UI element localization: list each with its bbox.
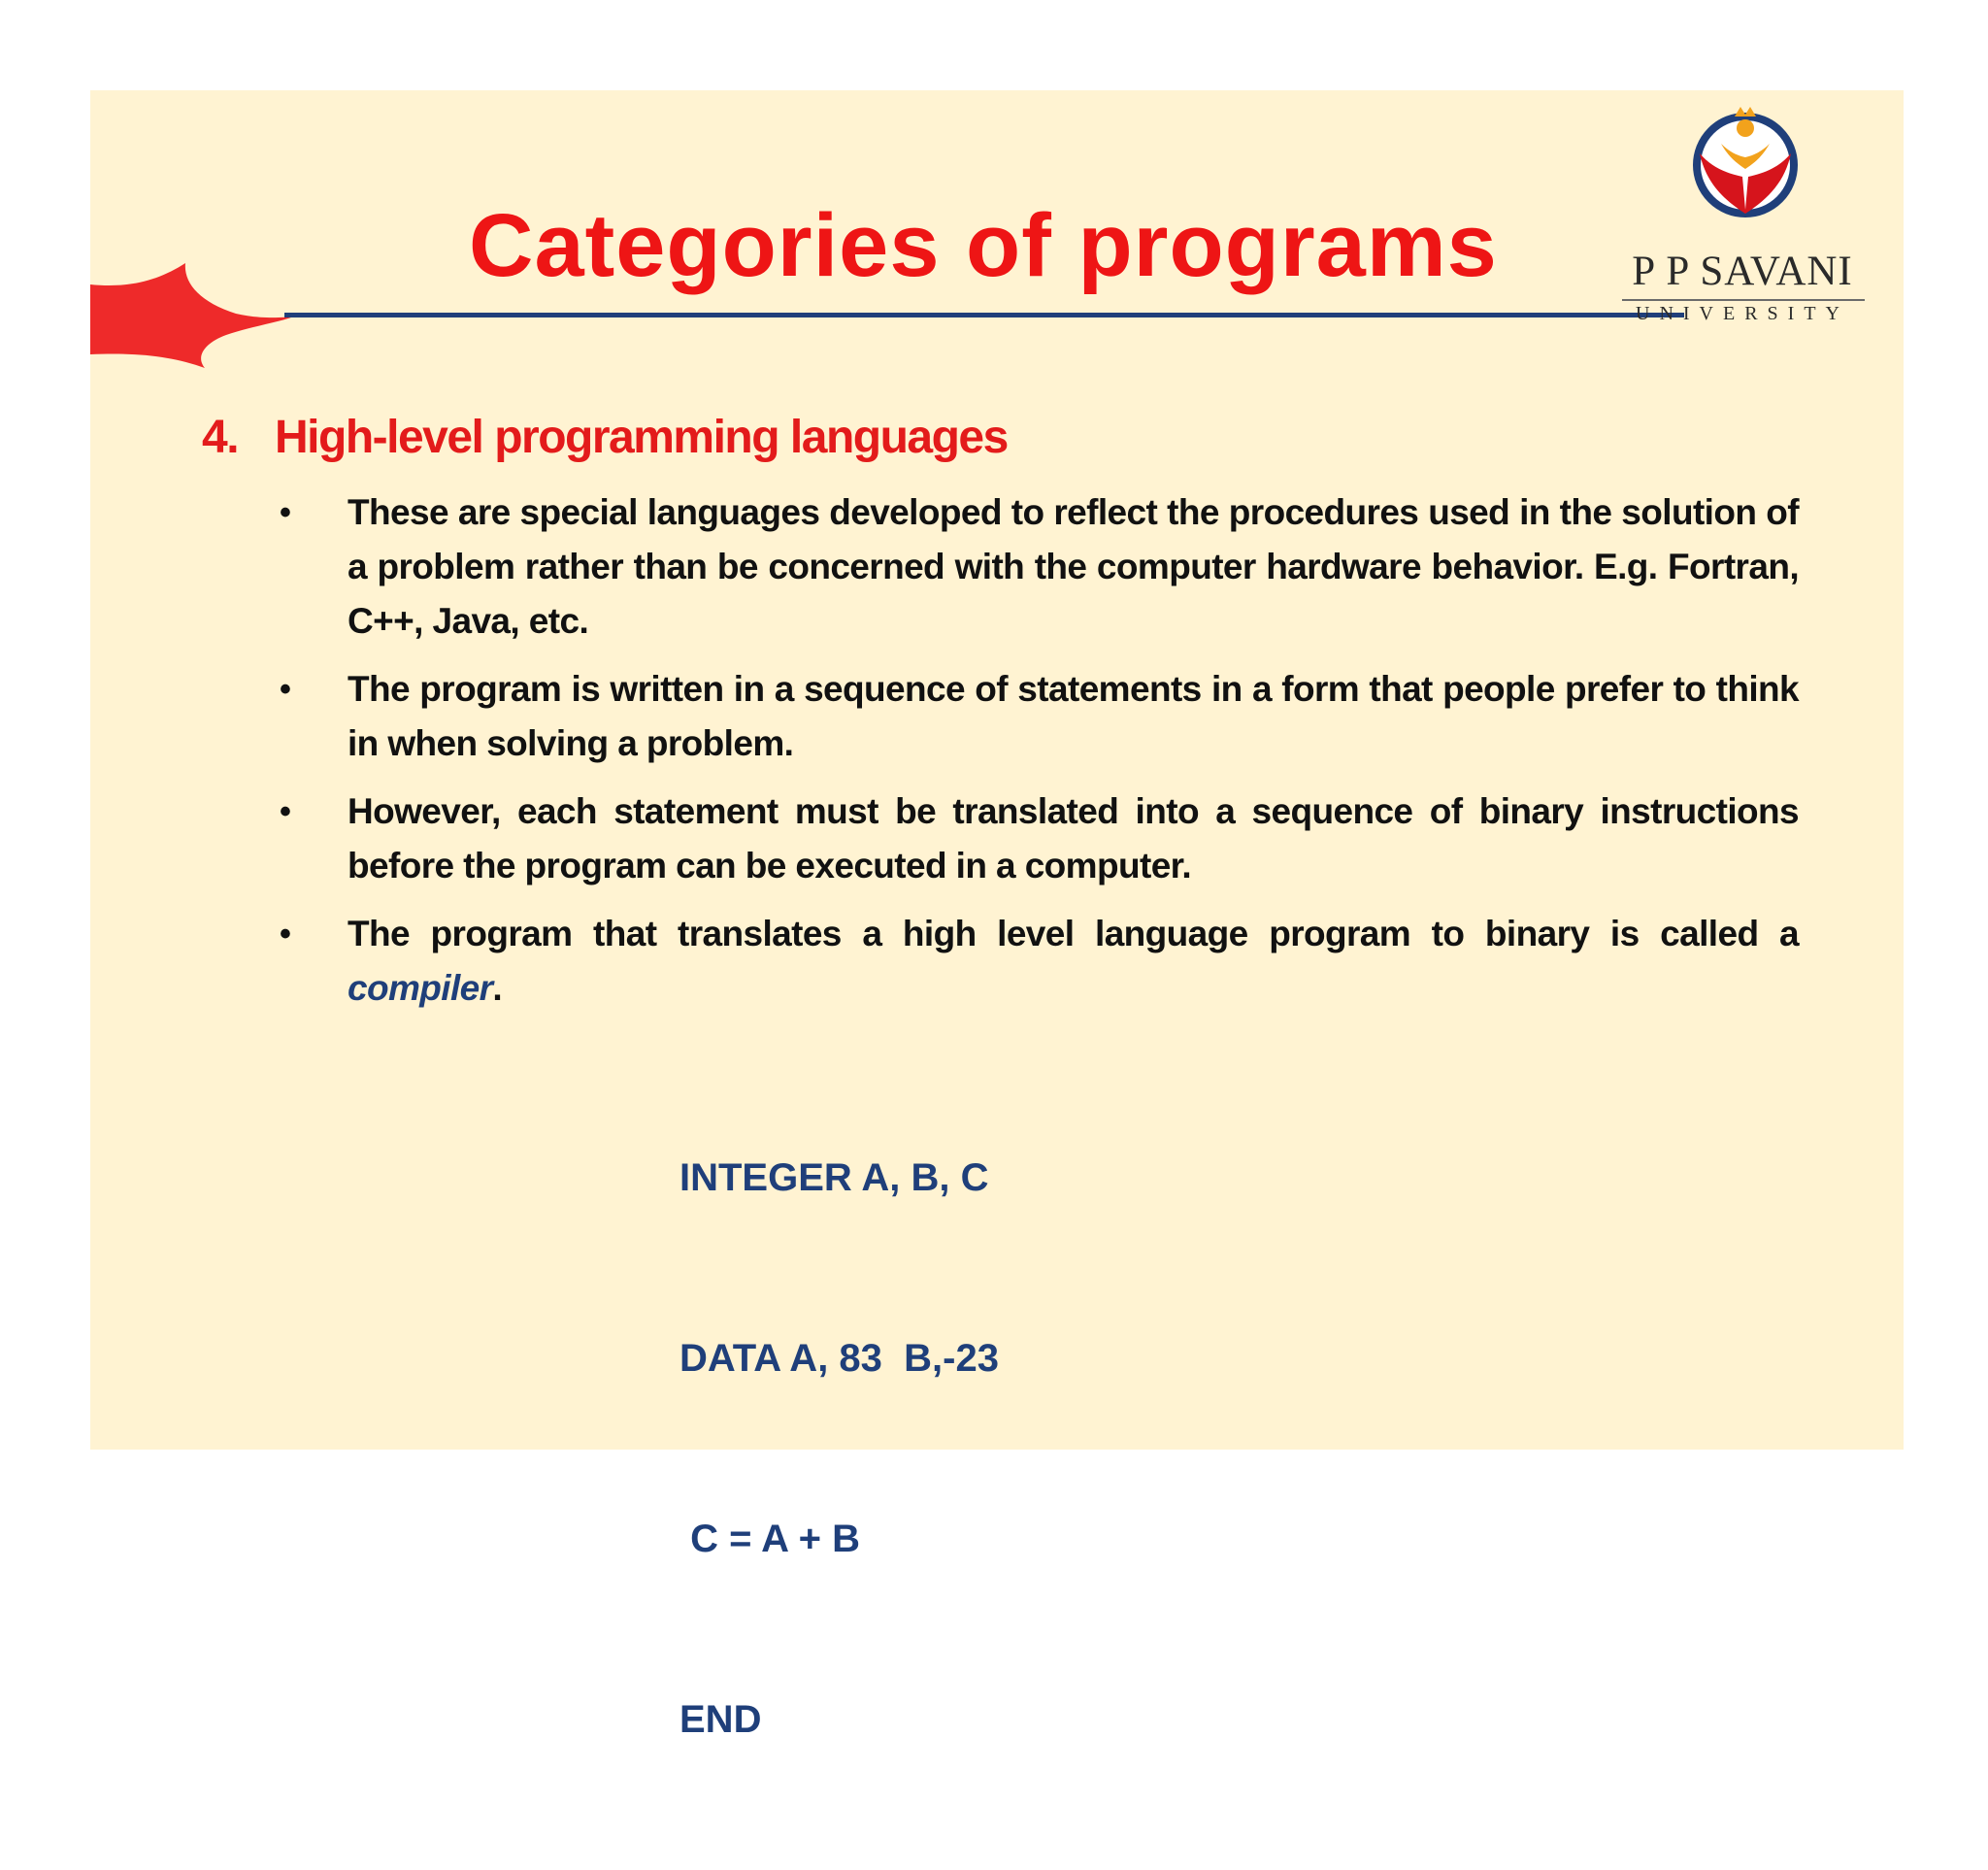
svg-text:★: ★ — [1709, 140, 1718, 150]
title-underline — [284, 313, 1684, 317]
svg-text:★: ★ — [1773, 140, 1782, 150]
section-heading — [202, 411, 1008, 464]
bullet-text: These are special languages developed to reflect the procedures used in the solution of a problem rather than be concerned with the computer hardware behavior. E.g. Fortran, C++, Java, etc. — [348, 492, 1799, 641]
bullet-item — [280, 785, 1799, 893]
section-number: 4. — [202, 412, 239, 463]
red-brush-stroke — [90, 263, 294, 370]
university-emblem-icon — [1692, 105, 1799, 236]
code-line: END — [679, 1698, 762, 1741]
code-line: DATA A, 83 B,-23 — [679, 1337, 999, 1380]
code-example — [679, 1027, 999, 1870]
bullet-text: However, each statement must be translated into a sequence of binary instructions before the program can be executed in a computer. — [348, 791, 1799, 885]
university-logo — [1616, 105, 1869, 328]
logo-subtitle: UNIVERSITY — [1636, 303, 1849, 324]
compiler-term: compiler — [348, 968, 493, 1008]
bullet-item — [280, 662, 1799, 771]
code-line: C = A + B — [679, 1518, 860, 1560]
bullet-icon: • — [280, 671, 291, 708]
bullet-icon: • — [280, 494, 291, 531]
section-heading-text: High-level programming languages — [275, 412, 1008, 463]
bullet-item — [280, 907, 1799, 1016]
bullet-icon: • — [280, 793, 291, 830]
bullet-text: The program that translates a high level language program to binary is called a — [348, 914, 1799, 953]
code-line: INTEGER A, B, C — [679, 1156, 989, 1199]
bullet-text: The program is written in a sequence of statements in a form that people prefer to think in when solving a problem. — [348, 669, 1799, 763]
bullet-text-end: . — [492, 968, 503, 1008]
bullet-icon: • — [280, 916, 291, 952]
bullet-list — [280, 485, 1799, 1029]
logo-divider — [1622, 299, 1865, 301]
logo-name: P P SAVANI — [1632, 249, 1853, 294]
slide — [90, 90, 1904, 1741]
slide-title: Categories of programs — [469, 196, 1498, 295]
bullet-item — [280, 485, 1799, 649]
